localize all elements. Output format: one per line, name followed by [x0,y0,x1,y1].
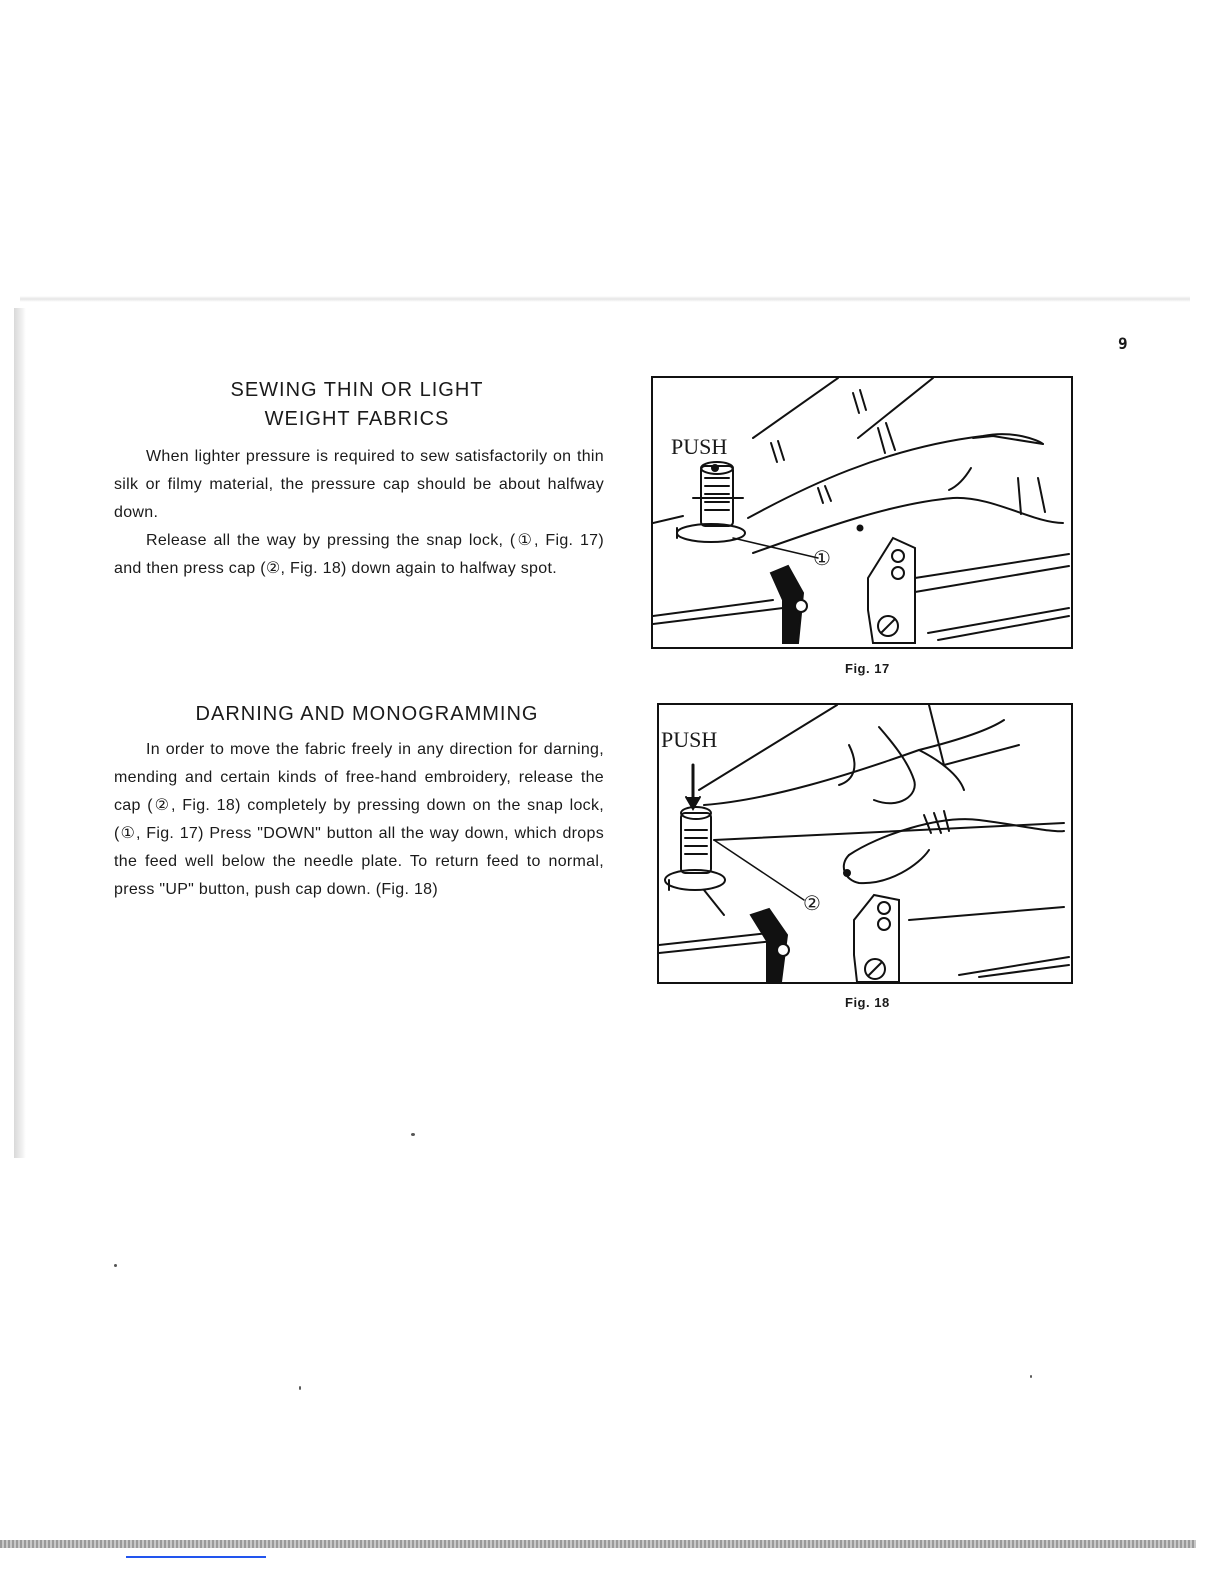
scan-edge-bottom [0,1540,1196,1548]
scan-speck [411,1133,415,1136]
figure-18-illustration [657,703,1073,984]
scan-shadow-top [20,296,1190,302]
scan-shadow-left [14,308,26,1158]
paragraph: In order to move the fabric freely in any direction for darning, mending and certain kinds of free-hand embroidery, release the cap (②, Fig. 18) completely by pressing down on the snap lock, (①, Fig. 17) Press "DOWN" button all the way down, which drops the feed well below the needle plate. To return feed to normal, press "UP" button, push cap down. (Fig. 18) [114,741,604,898]
callout-snap-lock: ① [813,548,831,570]
figure-17-drawing [653,378,1071,647]
section-title-line2: WEIGHT FABRICS [264,408,450,430]
paragraph: Release all the way by pressing the snap lock, (①, Fig. 17) and then press cap (②, Fig. 18) down again to halfway spot. [114,532,604,577]
callout-pressure-cap: ② [803,893,821,915]
figure-18-caption: Fig. 18 [845,995,890,1010]
scan-speck [1030,1375,1032,1378]
scan-speck [114,1264,117,1267]
section-title: DARNING AND MONOGRAMMING [195,703,539,725]
paragraph: When lighter pressure is required to sew satisfactorily on thin silk or filmy material, the pressure cap should be about halfway down. [114,448,604,521]
figure-17-illustration [651,376,1073,649]
push-label: PUSH [661,727,718,752]
section-body [114,443,604,583]
scan-speck [299,1386,301,1390]
figure-17-caption: Fig. 17 [845,661,890,676]
push-label: PUSH [671,434,728,459]
section-body [114,736,604,904]
section-title [150,376,564,434]
section-title-line1: SEWING THIN OR LIGHT [230,379,484,401]
page-number: 9 [1118,334,1128,353]
scan-artifact-line [126,1556,266,1558]
figure-18-drawing [659,705,1071,982]
